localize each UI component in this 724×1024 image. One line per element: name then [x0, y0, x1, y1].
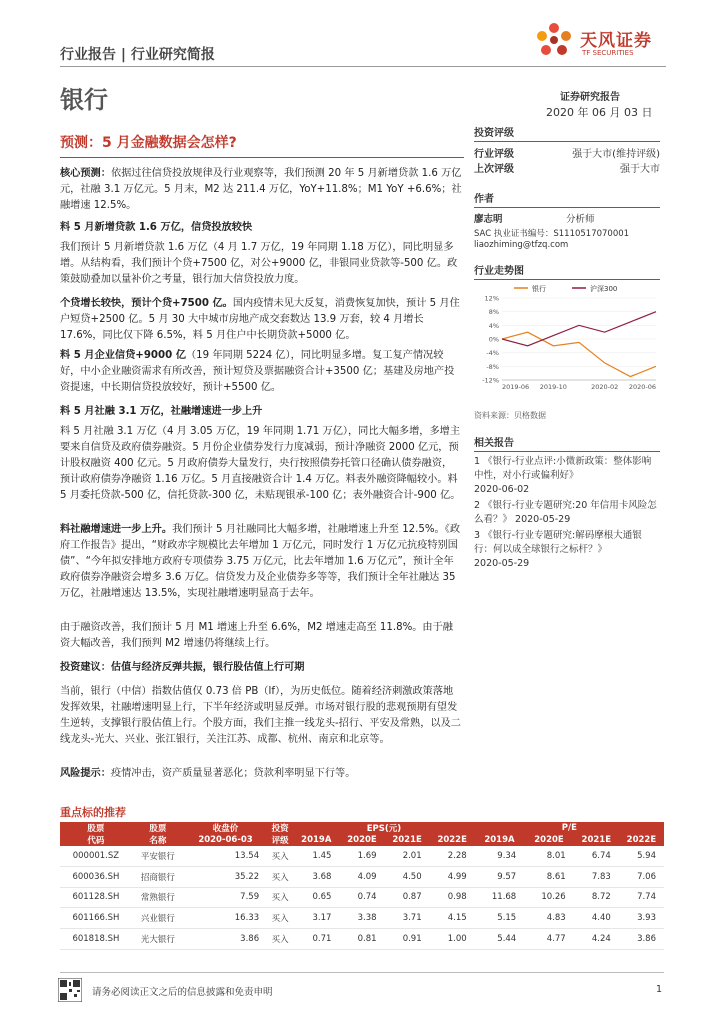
- related-divider: [474, 451, 660, 452]
- stocks-table-body: [60, 846, 664, 949]
- header-cell: 2021E: [385, 834, 430, 846]
- page-number: 1: [656, 984, 663, 995]
- y-tick-label: 8%: [488, 308, 499, 317]
- table-cell: 601818.SH: [60, 929, 132, 950]
- table-cell: 9.57: [475, 866, 525, 887]
- table-cell: 3.68: [293, 866, 339, 887]
- header-cell: 股票: [132, 822, 184, 834]
- chart-legend: [514, 284, 617, 293]
- table-cell: 4.24: [574, 929, 619, 950]
- table-cell: 0.74: [339, 887, 384, 908]
- corporate-loans-text: （19 年同期 5224 亿），同比明显多增。复工复产情况较好，中小企业融资需求有所改善，预计短贷及票据融资合计+3500 亿；基建及房地产投资提速，中长期信贷投放较好，预计+5500 亿。: [60, 350, 455, 393]
- table-row: [60, 887, 664, 908]
- paragraph-m1-m2: 由于融资改善，我们预计 5 月 M1 增速上升至 6.6%，M2 增速走高至 11.8%。由于融资大幅改善，我们预判 M2 增速仍将继续上行。: [60, 622, 453, 649]
- trend-chart-svg: [474, 282, 660, 394]
- table-cell: 4.09: [339, 866, 384, 887]
- header-cell: 2020E: [339, 834, 384, 846]
- table-cell: 8.61: [524, 866, 574, 887]
- related-item[interactable]: [474, 499, 660, 527]
- table-cell: 买入: [267, 846, 293, 866]
- qr-code-icon: [58, 978, 82, 1002]
- author-name: 廖志明: [474, 214, 503, 225]
- table-cell: 16.33: [184, 908, 267, 929]
- related-item-title[interactable]: 3 《银行-行业专题研究:解码摩根大通银行：何以成全球银行之标杆？》: [474, 530, 642, 555]
- company-logo: [532, 20, 672, 64]
- growth-text: 我们预计 5 月社融同比大幅多增，社融增速上升至 12.5%。《政府工作报告》提出，“财政赤字规模比去年增加 1 万亿元，同时发行 1 万亿元抗疫特别国债”、“今年拟安排地方政府专项债券 3.75 万亿元，比去年增加 1.6 万亿元”，预计全年政府债券净融资会增多 3.6 万亿。信贷发力及企业债券多等等，我们预计全年社融达 35 万亿，社融增速达 13.5%，实现社融增速明显高于去年。: [60, 524, 461, 599]
- table-header-row: [60, 822, 664, 834]
- rating-row: [474, 145, 660, 160]
- y-tick-label: 0%: [488, 335, 499, 344]
- table-row: [60, 929, 664, 950]
- paragraph-risk: [60, 766, 462, 782]
- header-cell: 评级: [267, 834, 293, 846]
- paragraph-personal-loans: [60, 296, 462, 344]
- table-cell: 1.69: [339, 846, 384, 866]
- rating-row: [474, 160, 660, 175]
- table-cell: 兴业银行: [132, 908, 184, 929]
- x-axis-ticks: [502, 380, 656, 391]
- legend-label-hs300: 沪深300: [590, 285, 618, 293]
- related-item-date: 2020-05-29: [474, 558, 530, 569]
- author-role: 分析师: [566, 214, 595, 225]
- table-cell: 7.59: [184, 887, 267, 908]
- paragraph-investment: 当前，银行（中信）指数估值仅 0.73 倍 PB（lf），为历史低位。随着经济刺激政策落地发挥效果，社融增速明显上行，下半年经济或明显反弹。市场对银行股的悲观预期有望发生逆转，支撑银行股估值上行。个股方面，我们主推一线龙头-招行、平安及常熟，以及二线龙头-光大、兴业、张江银行，关注江苏、成都、杭州、南京和北京等。: [60, 686, 461, 745]
- y-tick-label: 4%: [488, 321, 499, 330]
- table-cell: 13.54: [184, 846, 267, 866]
- y-tick-label: -4%: [486, 349, 499, 358]
- header-cell: 2022E: [619, 834, 664, 846]
- table-cell: 601128.SH: [60, 887, 132, 908]
- author-license: SAC 执业证书编号：S1110517070001: [474, 229, 630, 239]
- trend-chart: [474, 282, 660, 394]
- core-forecast-text: 依据过往信贷投放规律及行业观察等，我们预测 20 年 5 月新增贷款 1.6 万亿元，社融 3.1 万亿元。5 月末，M2 达 211.4 万亿，YoY+11.8%；M1 YoY +6.6%；社融增速 12.5%。: [60, 168, 462, 211]
- table-cell: 7.83: [574, 866, 619, 887]
- table-cell: 4.77: [524, 929, 574, 950]
- header-cell: 2019A: [475, 834, 525, 846]
- header-cell: 代码: [60, 834, 132, 846]
- rating-value: 强于大市: [620, 164, 660, 175]
- footer-divider: [60, 972, 664, 973]
- header-cell: 2020-06-03: [184, 834, 267, 846]
- table-cell: 1.45: [293, 846, 339, 866]
- rating-value: 强于大市(维持评级): [572, 149, 660, 160]
- table-cell: 4.15: [430, 908, 475, 929]
- rating-block: [474, 124, 660, 175]
- stocks-section-title: 重点标的推荐: [60, 806, 126, 819]
- chart-lines: [502, 312, 656, 377]
- header-cell: 收盘价: [184, 822, 267, 834]
- table-cell: 0.98: [430, 887, 475, 908]
- series-line-hs300: [502, 312, 656, 346]
- table-cell: 5.44: [475, 929, 525, 950]
- header-cell: EPS(元): [293, 822, 475, 834]
- y-tick-label: -8%: [486, 362, 499, 371]
- related-item[interactable]: [474, 455, 660, 497]
- table-cell: 光大银行: [132, 929, 184, 950]
- table-cell: 0.91: [385, 929, 430, 950]
- table-cell: 2.28: [430, 846, 475, 866]
- logo-text-en: TF SECURITIES: [582, 49, 634, 57]
- personal-loans-label: 个贷增长较快，预计个贷+7500 亿。: [60, 298, 233, 309]
- related-block: [474, 434, 660, 571]
- heading-social-financing: 料 5 月社融 3.1 万亿，社融增速进一步上升: [60, 406, 263, 417]
- paragraph-social-financing: 料 5 月社融 3.1 万亿（4 月 3.05 万亿，19 年同期 1.71 万亿），同比大幅多增，多增主要来自信贷及政府债券融资。5 月份企业债券发行力度减弱，预计净融资 2000 亿元，预计股权融资 400 亿元。5 月政府债券大量发行，央行按照债券托管口径确认债券融资，预计政府债券净融资 1.16 万亿。5 月直接融资合计 1.4 万亿。料表外融资降幅较小。料 5 月委托贷款-500 亿，信托贷款-300 亿，未贴现银承-100 亿；表外融资合计-900 亿。: [60, 426, 461, 501]
- table-cell: 0.71: [293, 929, 339, 950]
- corporate-loans-label: 料 5 月企业信贷+9000 亿: [60, 350, 186, 361]
- tf-flower-logo-icon: [532, 20, 576, 64]
- table-cell: 4.99: [430, 866, 475, 887]
- header-cell: 2021E: [574, 834, 619, 846]
- header-cell: 2020E: [524, 834, 574, 846]
- header-cell: P/E: [475, 822, 664, 834]
- rating-heading: 投资评级: [474, 128, 514, 139]
- table-cell: 7.06: [619, 866, 664, 887]
- table-cell: 买入: [267, 929, 293, 950]
- chart-source: 资料来源：贝格数据: [474, 411, 546, 420]
- growth-label: 料社融增速进一步上升。: [60, 524, 173, 535]
- table-cell: 买入: [267, 887, 293, 908]
- subtitle-divider: [60, 157, 464, 158]
- paragraph-core-forecast: [60, 166, 462, 214]
- x-tick-label: 2019-06: [502, 383, 530, 391]
- legend-label-bank: 银行: [532, 285, 546, 293]
- table-cell: 5.15: [475, 908, 525, 929]
- rating-key: 上次评级: [474, 164, 514, 175]
- table-cell: 601166.SH: [60, 908, 132, 929]
- table-cell: 0.65: [293, 887, 339, 908]
- x-tick-label: 2019-10: [539, 383, 567, 391]
- header-cell: 2022E: [430, 834, 475, 846]
- table-cell: 3.71: [385, 908, 430, 929]
- report-category: 行业报告 | 行业研究简报: [60, 47, 215, 63]
- table-cell: 3.86: [619, 929, 664, 950]
- paragraph-new-loans: 我们预计 5 月新增贷款 1.6 万亿（4 月 1.7 万亿，19 年同期 1.18 万亿），同比明显多增。从结构看，我们预计个贷+7500 亿，对公+9000 亿，非银同业贷款等-500 亿。政策鼓励叠加以量补价之考量，银行加大信贷投放力度。: [60, 242, 458, 285]
- paragraph-growth: [60, 522, 462, 602]
- trend-heading-block: [474, 262, 660, 280]
- table-cell: 35.22: [184, 866, 267, 887]
- related-item-title[interactable]: 2 《银行-行业专题研究:20 年信用卡风险怎么看？》: [474, 500, 657, 525]
- table-cell: 0.81: [339, 929, 384, 950]
- header-cell: 股票: [60, 822, 132, 834]
- table-cell: 9.34: [475, 846, 525, 866]
- rating-divider: [474, 141, 660, 142]
- table-cell: 招商银行: [132, 866, 184, 887]
- table-row: [60, 866, 664, 887]
- table-row: [60, 846, 664, 866]
- table-header-row: [60, 834, 664, 846]
- table-cell: 4.83: [524, 908, 574, 929]
- stocks-table: [60, 822, 664, 950]
- page-title: 银行: [60, 86, 108, 114]
- trend-heading: 行业走势图: [474, 266, 524, 277]
- report-type: 证券研究报告: [560, 92, 620, 103]
- header-cell: 2019A: [293, 834, 339, 846]
- heading-new-loans: 料 5 月新增贷款 1.6 万亿，信贷投放较快: [60, 222, 253, 233]
- table-cell: 3.38: [339, 908, 384, 929]
- author-row: [474, 211, 660, 225]
- table-cell: 4.40: [574, 908, 619, 929]
- table-row: [60, 908, 664, 929]
- table-cell: 2.01: [385, 846, 430, 866]
- y-tick-label: -12%: [482, 376, 499, 385]
- table-cell: 3.17: [293, 908, 339, 929]
- personal-loans-text: 国内疫情未见大反复，消费恢复加快，预计 5 月住户短贷+2500 亿。5 月 30 大中城市房地产成交套数达 13.9 万套，较 4 月增长 17.6%，同比仅下降 6.5%，料 5 月住户中长期贷款+5000 亿。: [60, 298, 460, 341]
- related-item-date: 2020-06-02: [474, 484, 530, 495]
- y-tick-label: 12%: [484, 294, 499, 303]
- author-email: liaozhiming@tfzq.com: [474, 240, 569, 250]
- table-cell: 4.50: [385, 866, 430, 887]
- report-date: 2020 年 06 月 03 日: [546, 106, 653, 119]
- core-forecast-label: 核心预测：: [60, 168, 111, 179]
- related-item[interactable]: [474, 529, 660, 571]
- header-cell: 投资: [267, 822, 293, 834]
- footer-disclaimer: 请务必阅读正文之后的信息披露和免责申明: [92, 987, 273, 998]
- table-cell: 常熟银行: [132, 887, 184, 908]
- table-cell: 5.94: [619, 846, 664, 866]
- table-cell: 买入: [267, 866, 293, 887]
- paragraph-corporate-loans: [60, 348, 462, 396]
- table-cell: 0.87: [385, 887, 430, 908]
- logo-text: 天风证券: [580, 31, 652, 51]
- risk-text: 疫情冲击，资产质量显著恶化；贷款利率明显下行等。: [110, 768, 356, 779]
- x-tick-label: 2020-06: [628, 383, 656, 391]
- table-cell: 600036.SH: [60, 866, 132, 887]
- table-cell: 1.00: [430, 929, 475, 950]
- author-divider: [474, 207, 660, 208]
- header-divider: [60, 66, 666, 67]
- y-axis-ticks: [482, 295, 656, 385]
- rating-key: 行业评级: [474, 149, 514, 160]
- related-item-title[interactable]: 1 《银行-行业点评:小微新政策：整体影响中性，对小行或偏利好》: [474, 456, 652, 481]
- table-cell: 买入: [267, 908, 293, 929]
- table-cell: 3.93: [619, 908, 664, 929]
- trend-divider: [474, 279, 660, 280]
- table-cell: 8.01: [524, 846, 574, 866]
- author-heading: 作者: [474, 194, 494, 205]
- table-cell: 3.86: [184, 929, 267, 950]
- table-cell: 平安银行: [132, 846, 184, 866]
- x-tick-label: 2020-02: [591, 383, 619, 391]
- table-cell: 6.74: [574, 846, 619, 866]
- author-block: [474, 190, 660, 250]
- heading-investment: 投资建议：估值与经济反弹共振，银行股估值上行可期: [60, 662, 305, 673]
- table-cell: 10.26: [524, 887, 574, 908]
- risk-label: 风险提示：: [60, 768, 111, 779]
- header-cell: 名称: [132, 834, 184, 846]
- table-cell: 8.72: [574, 887, 619, 908]
- table-cell: 7.74: [619, 887, 664, 908]
- table-cell: 000001.SZ: [60, 846, 132, 866]
- related-item-date: 2020-05-29: [515, 514, 571, 525]
- table-cell: 11.68: [475, 887, 525, 908]
- report-subtitle: 预测：5 月金融数据会怎样?: [60, 135, 237, 151]
- related-heading: 相关报告: [474, 438, 514, 449]
